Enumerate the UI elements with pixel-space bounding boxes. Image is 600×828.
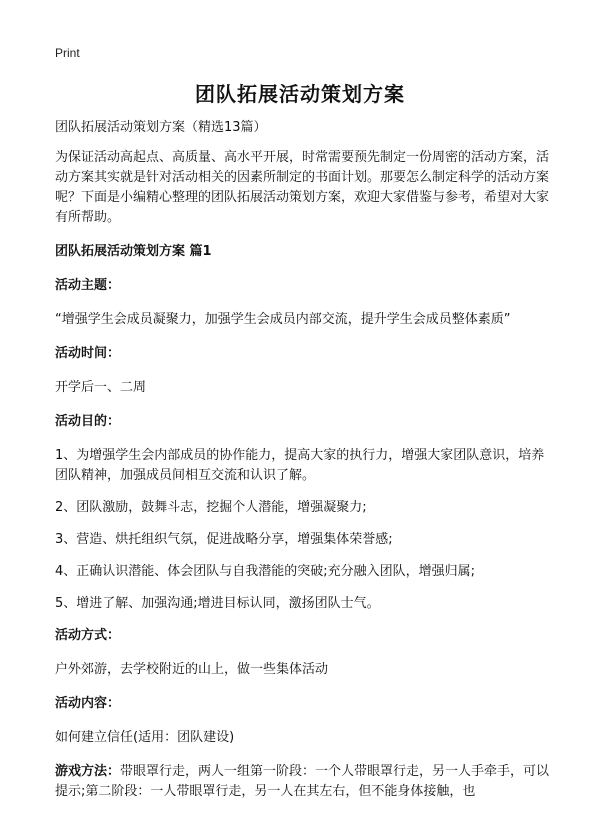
- section-title: 团队拓展活动策划方案 篇1: [55, 244, 212, 259]
- intro-paragraph: 为保证活动高起点、高质量、高水平开展，时常需要预先制定一份周密的活动方案，活动方案其实就是针对活动相关的因素所制定的书面计划。那要怎么制定科学的活动方案呢？下面是小编精心整理的团队拓展活动策划方案，欢迎大家借鉴与参考，希望对大家有所帮助。: [55, 150, 550, 225]
- purpose-item: 5、增进了解、加强沟通;增进目标认同，激扬团队士气。: [55, 596, 380, 611]
- game-method-label: 游戏方法：: [55, 764, 121, 779]
- document-body: [55, 118, 555, 802]
- purpose-item: 3、营造、烘托组织气氛，促进战略分享，增强集体荣誉感;: [55, 532, 393, 547]
- theme-heading: 活动主题：: [55, 278, 121, 293]
- purpose-item: 1、为增强学生会内部成员的协作能力，提高大家的执行力，增强大家团队意识，培养团队精神，加强成员间相互交流和认识了解。: [55, 448, 545, 483]
- game-method-paragraph: [55, 762, 555, 802]
- content-heading: 活动内容：: [55, 696, 121, 711]
- document-subtitle: 团队拓展活动策划方案（精选13篇）: [55, 120, 267, 135]
- purpose-heading: 活动目的：: [55, 414, 121, 429]
- method-heading: 活动方式：: [55, 628, 121, 643]
- game-method-text: 带眼罩行走，两人一组第一阶段：一个人带眼罩行走，另一人手牵手，可以提示;第二阶段：一人带眼罩行走，另一人在其左右，但不能身体接触，也: [55, 764, 550, 799]
- method-text: 户外郊游，去学校附近的山上，做一些集体活动: [55, 662, 329, 677]
- print-link[interactable]: Print: [55, 46, 80, 60]
- purpose-item: 4、正确认识潜能、体会团队与自我潜能的突破;充分融入团队，增强归属;: [55, 564, 476, 579]
- theme-text: “增强学生会成员凝聚力，加强学生会成员内部交流，提升学生会成员整体素质”: [55, 312, 511, 327]
- purpose-item: 2、团队激励，鼓舞斗志，挖掘个人潜能，增强凝聚力;: [55, 500, 367, 515]
- content-text: 如何建立信任(适用：团队建设): [55, 730, 235, 745]
- page-title: 团队拓展活动策划方案: [195, 82, 405, 106]
- time-heading: 活动时间：: [55, 346, 121, 361]
- time-text: 开学后一、二周: [55, 380, 147, 395]
